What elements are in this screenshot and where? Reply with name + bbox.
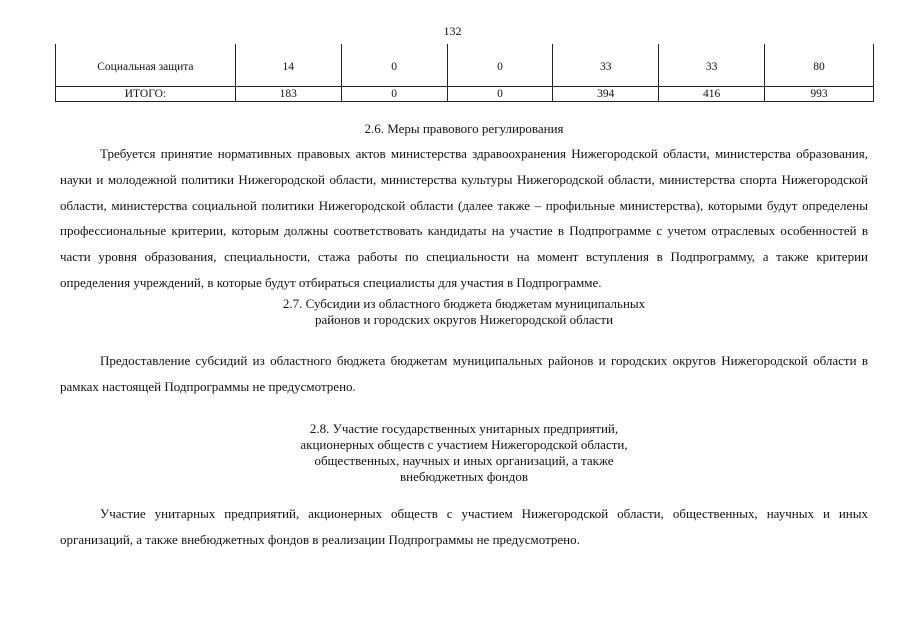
table-cell: 993 <box>765 87 874 102</box>
page-number: 132 <box>443 24 462 38</box>
heading-line: 2.6. Меры правового регулирования <box>364 121 564 136</box>
table-cell: ИТОГО: <box>56 87 236 102</box>
table-cell: 0 <box>447 44 553 87</box>
table-cell: 33 <box>659 44 765 87</box>
heading-line: акционерных обществ с участием Нижегородской области, <box>300 437 628 453</box>
budget-table <box>55 44 874 102</box>
heading-line: внебюджетных фондов <box>400 469 528 485</box>
heading-line: общественных, научных и иных организаций, а также <box>314 453 614 469</box>
table-cell: 0 <box>447 87 553 102</box>
section-paragraph-2-6: Требуется принятие нормативных правовых актов министерства здравоохранения Нижегородской области, министерства образования, науки и молодежной политики Нижегородской области, министерства культуры Нижегородской области, министерства спорта Нижегородской области, министерства социальной политики Нижегородской области (далее также – профильные министерства), которыми будут определены профессиональные критерии, которым должны соответствовать кандидаты на участие в Подпрограмме с учетом отраслевых особенностей в части уровня образования, специальности, стажа работы по специальности на момент вступления в Подпрограмму, а также критерии определения учреждений, в которые будут отбираться специалисты для участия в Подпрограмме. <box>60 146 868 290</box>
heading-line: 2.8. Участие государственных унитарных предприятий, <box>309 421 619 437</box>
section-heading-2-8 <box>60 421 868 485</box>
table-cell: 0 <box>341 44 447 87</box>
table-cell: 394 <box>553 87 659 102</box>
table-cell: 183 <box>235 87 341 102</box>
heading-line: районов и городских округов Нижегородской области <box>314 311 614 327</box>
table-row <box>56 44 874 87</box>
table-row-total <box>56 87 874 102</box>
section-heading-2-6 <box>60 121 868 137</box>
table-cell: 80 <box>765 44 874 87</box>
table-cell: 33 <box>553 44 659 87</box>
document-body <box>60 121 868 552</box>
section-heading-2-7 <box>60 296 868 328</box>
section-paragraph-2-8: Участие унитарных предприятий, акционерных обществ с участием Нижегородской области, общественных, научных и иных организаций, а также внебюджетных фондов в реализации Подпрограммы не предусмотрено. <box>60 506 868 547</box>
table-cell: 0 <box>341 87 447 102</box>
section-paragraph-2-7: Предоставление субсидий из областного бюджета бюджетам муниципальных районов и городских округов Нижегородской области в рамках настоящей Подпрограммы не предусмотрено. <box>60 352 868 394</box>
table-cell: 416 <box>659 87 765 102</box>
table-cell: Социальная защита <box>56 44 236 87</box>
heading-line: 2.7. Субсидии из областного бюджета бюджетам муниципальных <box>282 295 646 311</box>
table-cell: 14 <box>235 44 341 87</box>
